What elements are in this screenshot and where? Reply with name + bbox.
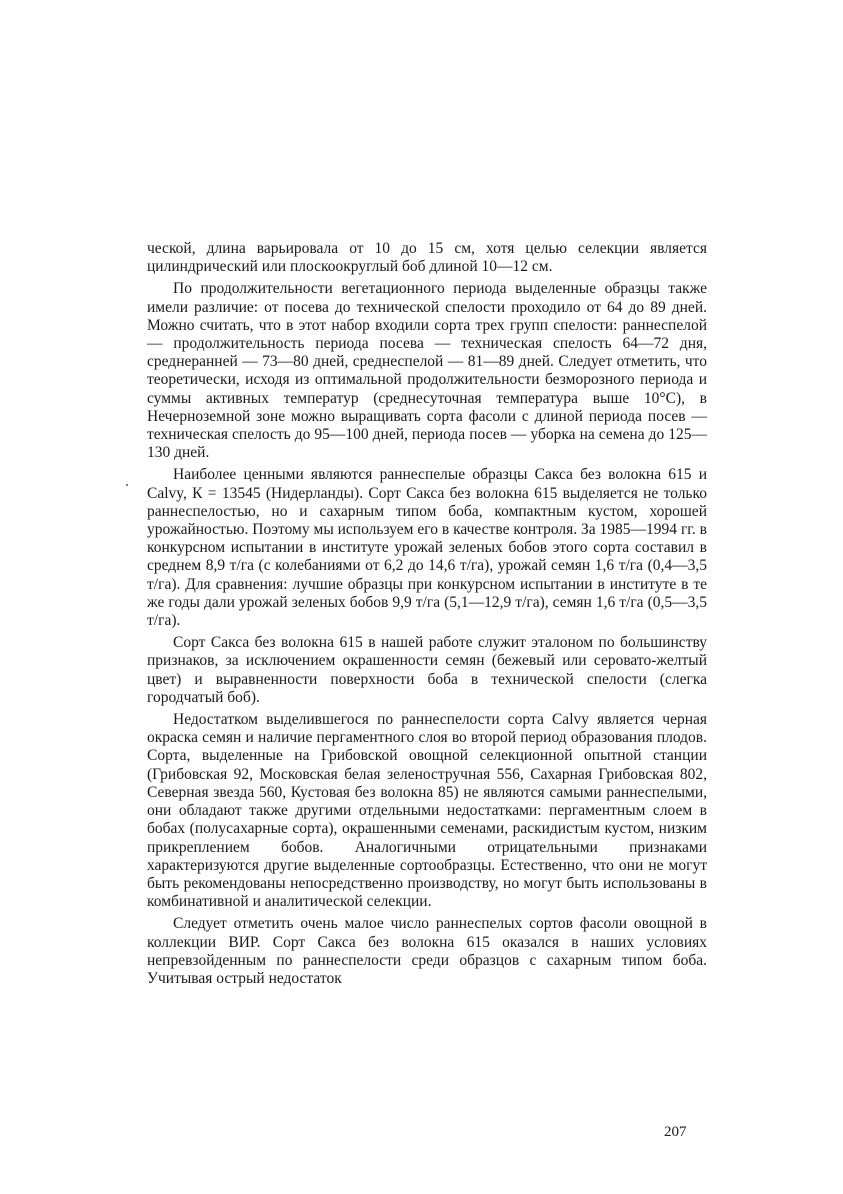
paragraph-valuable-samples: Наиболее ценными являются раннеспелые образцы Сакса без волокна 615 и Calvy, К = 13545 (Нидерланды). Сорт Сакса без волокна 615 выделяется не только раннеспелостью, но и сахарным типом боба, компактным кустом, хорошей урожайностью. Поэтому мы используем его в качестве контроля. За 1985—1994 гг. в конкурсном испытании в институте урожай зеленых бобов этого сорта составил в среднем 8,9 т/га (с колебаниями от 6,2 до 14,6 т/га), урожай семян 1,6 т/га (0,4—3,5 т/га). Для сравнения: лучшие образцы при конкурсном испытании в институте в те же годы дали урожай зеленых бобов 9,9 т/га (5,1—12,9 т/га), семян 1,6 т/га (0,5—3,5 т/га). bbox=[147, 466, 707, 630]
paragraph-continuation: ческой, длина варьировала от 10 до 15 см, хотя целью селекции является цилиндрический или плоскоокруглый боб длиной 10—12 см. bbox=[147, 240, 707, 276]
paragraph-calvy-drawbacks: Недостатком выделившегося по раннеспелости сорта Calvy является черная окраска семян и наличие пергаментного слоя во второй период образования плодов. Сорта, выделенные на Грибовской овощной селекционной опытной станции (Грибовская 92, Московская белая зеленостручная 556, Сахарная Грибовская 802, Северная звезда 560, Кустовая без волокна 85) не являются самыми раннеспелыми, они обладают также другими отдельными недостатками: пергаментным слоем в бобах (полусахарные сорта), окрашенными семенами, раскидистым кустом, низким прикреплением бобов. Аналогичными отрицательными признаками характеризуются другие выделенные сортообразцы. Естественно, что они не могут быть рекомендованы непосредственно производству, но могут быть использованы в комбинативной и аналитической селекции. bbox=[147, 711, 707, 911]
page-number: 207 bbox=[664, 1124, 687, 1140]
paragraph-vir-collection: Следует отметить очень малое число раннеспелых сортов фасоли овощной в коллекции ВИР. Сорт Сакса без волокна 615 оказался в наших условиях непревзойденным по раннеспелости среди образцов с сахарным типом боба. Учитывая острый недостаток bbox=[147, 915, 707, 987]
paragraph-vegetation-period: По продолжительности вегетационного периода выделенные образцы также имели различие: от посева до технической спелости проходило от 64 до 89 дней. Можно считать, что в этот набор входили сорта трех групп спелости: раннеспелой — продолжительность периода посева — техническая спелость 64—72 дня, среднеранней — 73—80 дней, среднеспелой — 81—89 дней. Следует отметить, что теоретически, исходя из оптимальной продолжительности безморозного периода и суммы активных температур (среднесуточная температура выше 10°С), в Нечерноземной зоне можно выращивать сорта фасоли с длиной периода посев — техническая спелость до 95—100 дней, периода посев — уборка на семена до 125—130 дней. bbox=[147, 280, 707, 462]
paragraph-standard-variety: Сорт Сакса без волокна 615 в нашей работе служит эталоном по большинству признаков, за исключением окрашенности семян (бежевый или серовато-желтый цвет) и выравненности поверхности боба в технической спелости (слегка городчатый боб). bbox=[147, 634, 707, 706]
body-text bbox=[147, 240, 707, 992]
scan-speck bbox=[126, 484, 128, 486]
